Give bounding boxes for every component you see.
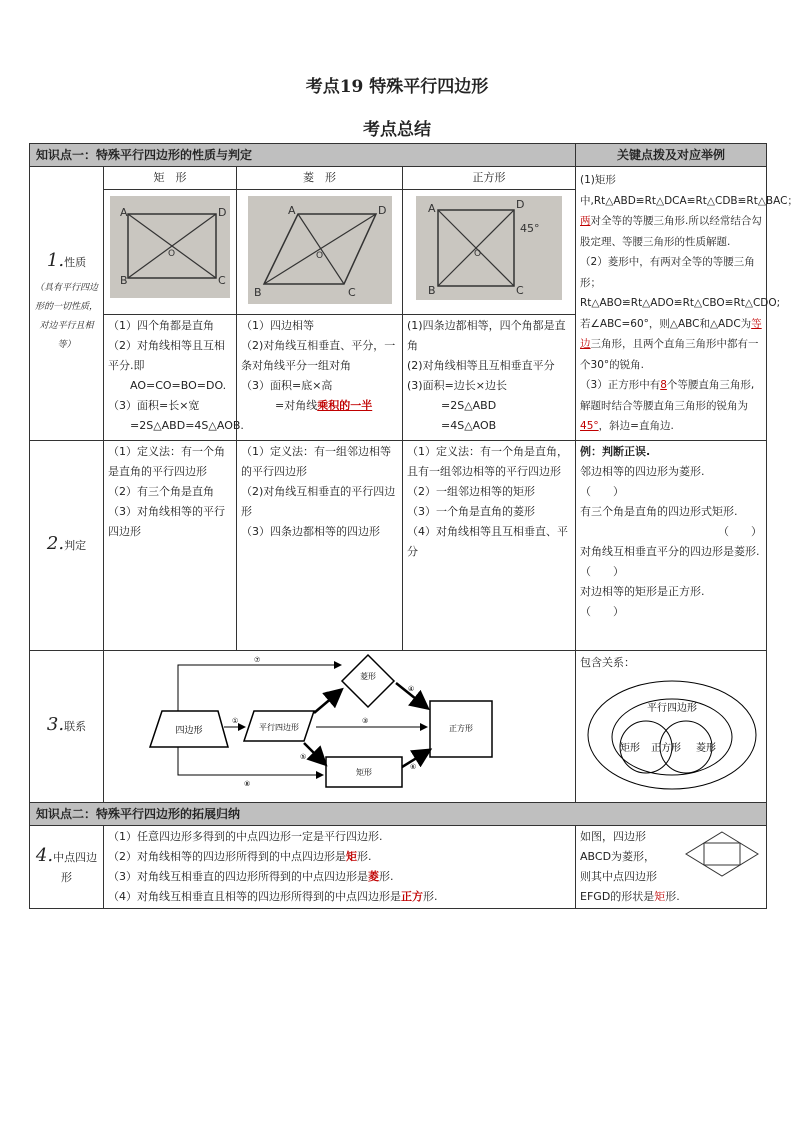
colhead-rect: 矩 形 xyxy=(104,167,237,190)
svg-text:C: C xyxy=(218,274,226,288)
page-title: 考点19 特殊平行四边形 xyxy=(305,77,489,97)
svg-text:⑤: ⑤ xyxy=(300,752,307,761)
rhombus-properties: （1）四边相等 （2)对角线互相垂直、平分，一条对角线平分一组对角 （3）面积=底×高 =对角线乘积的一半 xyxy=(237,315,403,440)
para-label: 平行四边形 xyxy=(259,722,299,732)
rect-criteria: （1）定义法：有一个角是直角的平行四边形 （2）有三个角是直角 （3）对角线相等的平行四边形 xyxy=(104,440,237,650)
page-subtitle: 考点总结 xyxy=(363,120,431,140)
svg-text:⑧: ⑧ xyxy=(244,779,251,788)
svg-text:⑥: ⑥ xyxy=(410,762,417,771)
tips-header: 关键点拨及对应举例 xyxy=(576,144,767,167)
svg-text:A: A xyxy=(287,204,296,218)
summary-table xyxy=(29,143,798,909)
svg-text:O: O xyxy=(315,251,323,262)
svg-text:O: O xyxy=(168,249,176,260)
rhombus-photo-cell xyxy=(237,190,403,315)
rhombus-figure xyxy=(248,196,392,304)
venn-rhombus-label: 菱形 xyxy=(696,742,717,754)
svg-text:D: D xyxy=(218,206,227,220)
square-photo-cell xyxy=(403,190,576,315)
venn-rect-label: 矩形 xyxy=(620,742,641,754)
rhombus-label: 菱形 xyxy=(360,671,376,681)
square-properties: (1)四条边都相等，四个角都是直角 (2)对角线相等且互相垂直平分 (3)面积=边长×边长 =2S△ABD =4S△AOB xyxy=(403,315,576,440)
rect-properties: （1）四个角都是直角 （2）对角线相等且互相平分.即 AO=CO=BO=DO. （3）面积=长×宽 =2S△ABD=4S△AOB. xyxy=(104,315,237,440)
relation-diagram-cell xyxy=(104,650,576,802)
colhead-rhombus: 菱 形 xyxy=(237,167,403,190)
svg-text:45°: 45° xyxy=(520,222,540,236)
rect-label: 矩形 xyxy=(356,767,372,777)
midpoint-figure xyxy=(684,830,760,878)
row1-note: （具有平行四边形的一切性质，对边平行且相等） xyxy=(34,283,98,351)
rectangle-figure xyxy=(110,196,230,298)
row4-label: 4.中点四边形 xyxy=(30,825,104,908)
relation-diagram xyxy=(104,651,574,795)
midpoint-example: 如图，四边形 ABCD为菱形， 则其中点四边形 EFGD的形状是矩形. xyxy=(576,825,767,908)
svg-text:C: C xyxy=(516,284,524,298)
quad-label: 四边形 xyxy=(175,725,203,736)
svg-text:D: D xyxy=(377,204,386,218)
svg-text:B: B xyxy=(253,286,262,300)
colhead-square: 正方形 xyxy=(403,167,576,190)
svg-text:C: C xyxy=(347,286,356,300)
rhombus-shape xyxy=(342,655,394,707)
square-criteria: （1）定义法：有一个角是直角，且有一组邻边相等的平行四边形 （2）一组邻边相等的矩形 （3）一个角是直角的菱形 （4）对角线相等且互相垂直、平分 xyxy=(403,440,576,650)
rect-photo-cell xyxy=(104,190,237,315)
row2-label: 2.判定 xyxy=(30,440,104,650)
section1-header: 知识点一：特殊平行四边形的性质与判定 xyxy=(30,144,576,167)
row3-label: 3.联系 xyxy=(30,650,104,802)
square-figure xyxy=(416,196,562,300)
rhombus-criteria: （1）定义法：有一组邻边相等的平行四边形 （2)对角线互相垂直的平行四边形 （3）四条边都相等的四边形 xyxy=(237,440,403,650)
svg-text:⑦: ⑦ xyxy=(254,655,261,664)
inclusion-cell xyxy=(576,650,767,802)
section2-header: 知识点二：特殊平行四边形的拓展归纳 xyxy=(30,802,767,825)
row1-label: 1.性质 （具有平行四边形的一切性质，对边平行且相等） xyxy=(30,167,104,441)
svg-text:A: A xyxy=(428,202,436,216)
svg-text:B: B xyxy=(120,274,128,288)
svg-text:②: ② xyxy=(324,690,331,699)
midpoint-items: （1）任意四边形多得到的中点四边形一定是平行四边形. （2）对角线相等的四边形所得到的中点四边形是矩形. （3）对角线互相垂直的四边形所得到的中点四边形是菱形. （4）对角线互相垂直且相等的四边形所得到的中点四边形是正方形. xyxy=(104,825,576,908)
criteria-examples: 例：判断正误. 邻边相等的四边形为菱形. （ ） 有三个角是直角的四边形式矩形. （ ） 对角线互相垂直平分的四边形是菱形. （ ） 对边相等的矩形是正方形. （ ） xyxy=(576,440,767,650)
row1-tip: (1)矩形中,Rt△ABD≌Rt△DCA≌Rt△CDB≌Rt△BAC；两对全等的等腰三角形.所以经常结合勾股定理、等腰三角形的性质解题. （2）菱形中，有两对全等的等腰三角形；Rt△ABO≌Rt△ADO≌Rt△CBO≌Rt△CDO;若∠ABC=60°，则△ABC和△ADC为等边三角形，且两个直角三角形中都有一个30°的锐角. （3）正方形中有8个等腰直角三角形,解题时结合等腰直角三角形的锐角为45°，斜边=直角边. xyxy=(576,167,767,441)
square-label: 正方形 xyxy=(449,723,473,733)
svg-text:①: ① xyxy=(232,716,239,725)
svg-text:D: D xyxy=(516,198,525,212)
svg-text:B: B xyxy=(428,284,436,298)
svg-text:O: O xyxy=(474,249,482,260)
venn-square-label: 正方形 xyxy=(651,742,682,754)
svg-text:④: ④ xyxy=(408,684,415,693)
venn-para-label: 平行四边形 xyxy=(647,702,698,714)
svg-text:A: A xyxy=(120,206,128,220)
venn-diagram xyxy=(580,673,762,791)
inclusion-title: 包含关系： xyxy=(580,655,636,669)
svg-text:③: ③ xyxy=(362,716,369,725)
